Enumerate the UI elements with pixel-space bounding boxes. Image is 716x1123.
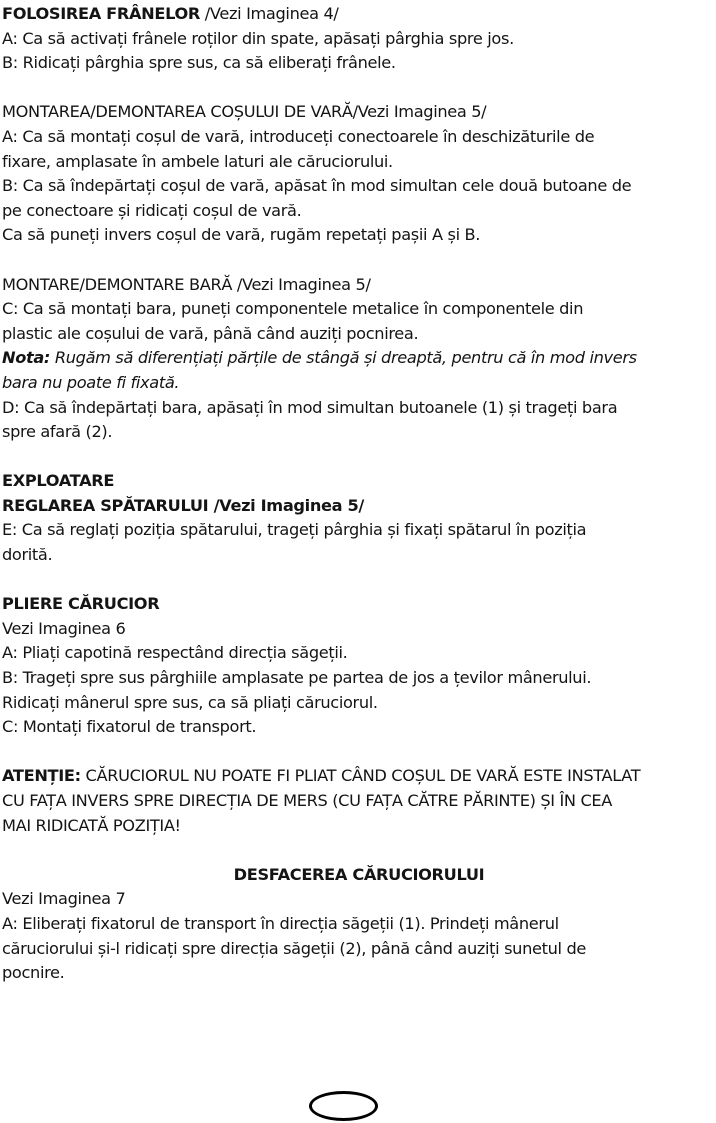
basket-repeat-note: Ca să puneți invers coșul de vară, rugăm repetați pașii A și B. [2, 225, 481, 245]
brakes-step-b: B: Ridicați pârghia spre sus, ca să eliberați frânele. [2, 53, 396, 73]
warning-line2: CU FAȚA INVERS SPRE DIRECȚIA DE MERS (CU FAȚA CĂTRE PĂRINTE) ȘI ÎN CEA [2, 791, 613, 810]
unfolding-step-a-line2: căruciorului și-l ridicați spre direcția săgeții (2), până când auziți sunetul de [2, 938, 586, 958]
backrest-step-e-line1: E: Ca să reglați poziția spătarului, trageți pârghia și fixați spătarul în poziția [2, 520, 587, 540]
bar-step-d-line1: D: Ca să îndepărtați bara, apăsați în mod simultan butoanele (1) și trageți bara [2, 397, 618, 417]
bar-note-label: Nota: [2, 348, 51, 368]
basket-heading: MONTAREA/DEMONTAREA COȘULUI DE VARĂ/Vezi Imaginea 5/ [2, 102, 487, 122]
backrest-heading: REGLAREA SPĂTARULUI /Vezi Imaginea 5/ [2, 495, 364, 515]
bar-note-line2: bara nu poate fi fixată. [2, 372, 180, 392]
unfolding-heading: DESFACEREA CĂRUCIORULUI [233, 864, 485, 884]
warning-line3: MAI RIDICATĂ POZIȚIA! [2, 815, 181, 835]
unfolding-step-a-line3: pocnire. [2, 963, 65, 983]
basket-step-b-line1: B: Ca să îndepărtați coșul de vară, apăsat în mod simultan cele două butoane de [2, 176, 632, 196]
brakes-step-a: A: Ca să activați frânele roților din spate, apăsați pârghia spre jos. [2, 28, 514, 48]
brakes-heading-bold: FOLOSIREA FRÂNELOR [2, 4, 201, 23]
bar-step-d-line2: spre afară (2). [2, 422, 113, 442]
section-bar [2, 273, 716, 445]
section-operation [2, 469, 716, 567]
brakes-heading-ref: /Vezi Imaginea 4/ [200, 4, 339, 23]
basket-step-a-line2: fixare, amplasate în ambele laturi ale căruciorului. [2, 151, 393, 171]
folding-step-a: A: Pliați capotină respectând direcția săgeții. [2, 643, 348, 663]
bar-heading: MONTARE/DEMONTARE BARĂ /Vezi Imaginea 5/ [2, 274, 371, 294]
operation-heading: EXPLOATARE [2, 471, 115, 491]
bar-note-text: Rugăm să diferențiați părțile de stângă și dreaptă, pentru că în mod invers [50, 348, 637, 368]
section-warning [2, 764, 716, 838]
page-number-badge [309, 1091, 378, 1121]
folding-step-b-line2: Ridicați mânerul spre sus, ca să pliați căruciorul. [2, 692, 378, 712]
unfolding-see-image: Vezi Imaginea 7 [2, 889, 126, 909]
bar-step-c-line1: C: Ca să montați bara, puneți componentele metalice în componentele din [2, 299, 584, 319]
folding-step-c: C: Montați fixatorul de transport. [2, 717, 257, 737]
unfolding-step-a-line1: A: Eliberați fixatorul de transport în direcția săgeții (1). Prindeți mânerul [2, 913, 559, 933]
bar-step-c-line2: plastic ale coșului de vară, până când auziți pocnirea. [2, 323, 419, 343]
folding-step-b-line1: B: Trageți spre sus pârghiile amplasate pe partea de jos a țevilor mânerului. [2, 668, 592, 688]
basket-step-a-line1: A: Ca să montați coșul de vară, introduceți conectoarele în deschizăturile de [2, 126, 595, 146]
bar-note-line1 [2, 346, 716, 371]
warning-label: ATENȚIE: [2, 766, 81, 786]
backrest-step-e-line2: dorită. [2, 545, 53, 565]
basket-step-b-line2: pe conectoare și ridicați coșul de vară. [2, 200, 302, 220]
warning-line1 [2, 764, 716, 789]
section-brakes [2, 2, 716, 76]
warning-text: CĂRUCIORUL NU POATE FI PLIAT CÂND COȘUL DE VARĂ ESTE INSTALAT [80, 766, 641, 786]
section-unfolding [2, 863, 716, 986]
section-folding [2, 592, 716, 740]
section-summer-basket [2, 100, 716, 248]
folding-heading: PLIERE CĂRUCIOR [2, 594, 160, 614]
folding-see-image: Vezi Imaginea 6 [2, 618, 126, 638]
brakes-heading [2, 2, 716, 27]
